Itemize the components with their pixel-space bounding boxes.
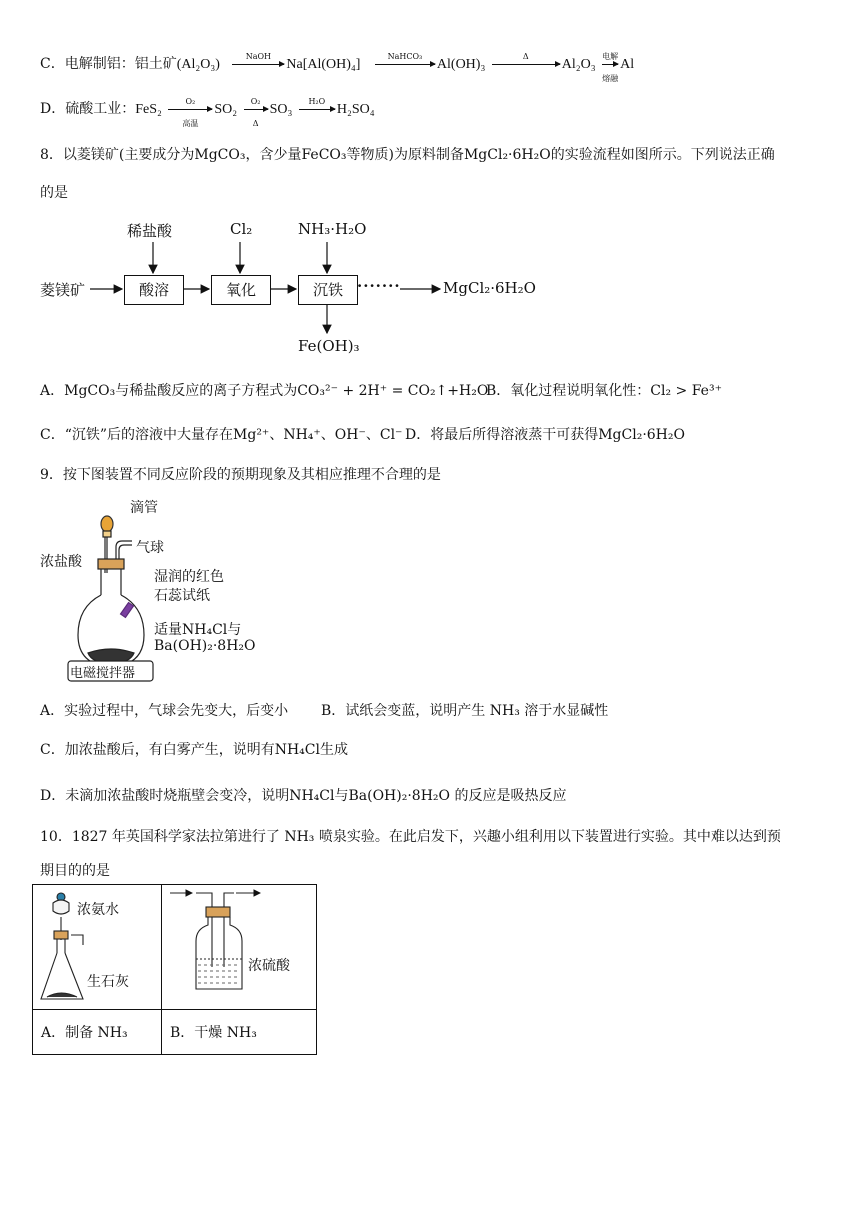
label-litmus-2: 石蕊试纸 [154,588,210,604]
label-stirrer: 电磁搅拌器 [70,666,136,681]
arrow-electrolysis: 电解 熔融 [602,51,619,83]
flow-box-oxidize: 氧化 [211,275,271,305]
q9-option-a: A．实验过程中，气球会先变大，后变小 [40,703,289,719]
arrow-heat: Δ [492,64,560,65]
q9-stem: 9．按下图装置不同反应阶段的预期现象及其相应推理不合理的是 [40,467,441,483]
product-al-oh3: Al(OH)₃ [436,57,486,72]
q9-option-b: B．试纸会变蓝，说明产生 NH₃ 溶于水显碱性 [321,703,609,719]
flow-start-magnesite: 菱镁矿 [40,281,86,299]
arrow-nahco3: NaHCO₃ [375,64,435,65]
label-reagent-1: 适量NH₄Cl与 [154,622,242,638]
q10-stem-line2: 期目的的是 [40,863,110,879]
flow-end-product: MgCl₂·6H₂O [443,279,536,297]
h2so4: H₂SO₄ [336,102,375,117]
label-reagent-2: Ba(OH)₂·8H₂O [154,638,256,654]
q10-caption-a: A．制备 NH₃ [33,1010,162,1055]
gas-washing-bottle-diagram [162,885,316,1009]
fes2: FeS₂ [135,102,162,117]
label-conc-sulfuric: 浓硫酸 [248,958,290,974]
label-dropper: 滴管 [130,500,158,516]
arrow-o2-heat: $\frac{\text{O₂}}{\Delta}$ [244,109,268,110]
so3: SO₃ [269,102,293,117]
flow-input-cl2: Cl₂ [230,220,253,238]
q8-option-a: A．MgCO₃与稀盐酸反应的离子方程式为CO₃²⁻ + 2H⁺ = CO₂↑+H₂O [40,383,489,399]
label-litmus-1: 湿润的红色 [154,569,224,585]
q10-figure-table [32,884,317,1055]
product-al2o3: Al₂O₃ [561,57,596,72]
q10-figure-a-cell [33,885,162,1010]
so2: SO₂ [214,102,238,117]
q8-option-c: C．“沉铁”后的溶液中大量存在Mg²⁺、NH₄⁺、OH⁻、Cl⁻ [40,427,403,443]
q8-stem-line1: 8．以菱镁矿(主要成分为MgCO₃，含少量FeCO₃等物质)为原料制备MgCl₂·6H₂O的实验流程如图所示。下列说法正确 [40,147,775,163]
q8-option-d: D．将最后所得溶液蒸干可获得MgCl₂·6H₂O [405,427,685,443]
flow-dots: ······· [357,277,401,295]
label-balloon: 气球 [136,540,164,556]
label-conc-ammonia: 浓氨水 [77,902,119,918]
q10-stem-line1: 10．1827 年英国科学家法拉第进行了 NH₃ 喷泉实验。在此启发下，兴趣小组利用以下装置进行实验。其中难以达到预 [40,829,781,845]
q10-caption-b: B．干燥 NH₃ [162,1010,317,1055]
label-concentrated-hcl: 浓盐酸 [40,554,82,570]
option-c-prefix: C．电解制铝：铝土矿 [40,56,177,72]
q10-figure-b-cell [162,885,317,1010]
arrow-naoh: NaOH [232,64,284,65]
product-al: Al [620,57,635,72]
q9-apparatus-figure [40,495,300,690]
q9-option-d: D．未滴加浓盐酸时烧瓶壁会变冷，说明NH₄Cl与Ba(OH)₂·8H₂O 的反应是吸热反应 [40,788,567,804]
arrow-h2o: H₂O [299,109,335,110]
flow-box-acid-dissolve: 酸溶 [124,275,184,305]
flow-output-fe-oh3: Fe(OH)₃ [298,337,360,355]
flow-box-precipitate-iron: 沉铁 [298,275,358,305]
flow-input-nh3h2o: NH₃·H₂O [298,220,367,238]
option-c-formula: (Al₂O₃) [176,57,220,72]
label-quicklime: 生石灰 [87,974,129,990]
flow-arrows [0,0,860,400]
q9-option-c: C．加浓盐酸后，有白雾产生，说明有NH₄Cl生成 [40,742,348,758]
arrow-o2-high-temp: O₂ 高温 [168,109,212,110]
q8-option-b: B．氧化过程说明氧化性：Cl₂ > Fe³⁺ [486,383,722,399]
product-na-al-oh4: Na[Al(OH)₄] [286,57,361,72]
option-d-prefix: D．硫酸工业： [40,101,136,117]
q8-stem-line2: 的是 [40,185,68,201]
flow-input-hcl: 稀盐酸 [127,222,173,240]
